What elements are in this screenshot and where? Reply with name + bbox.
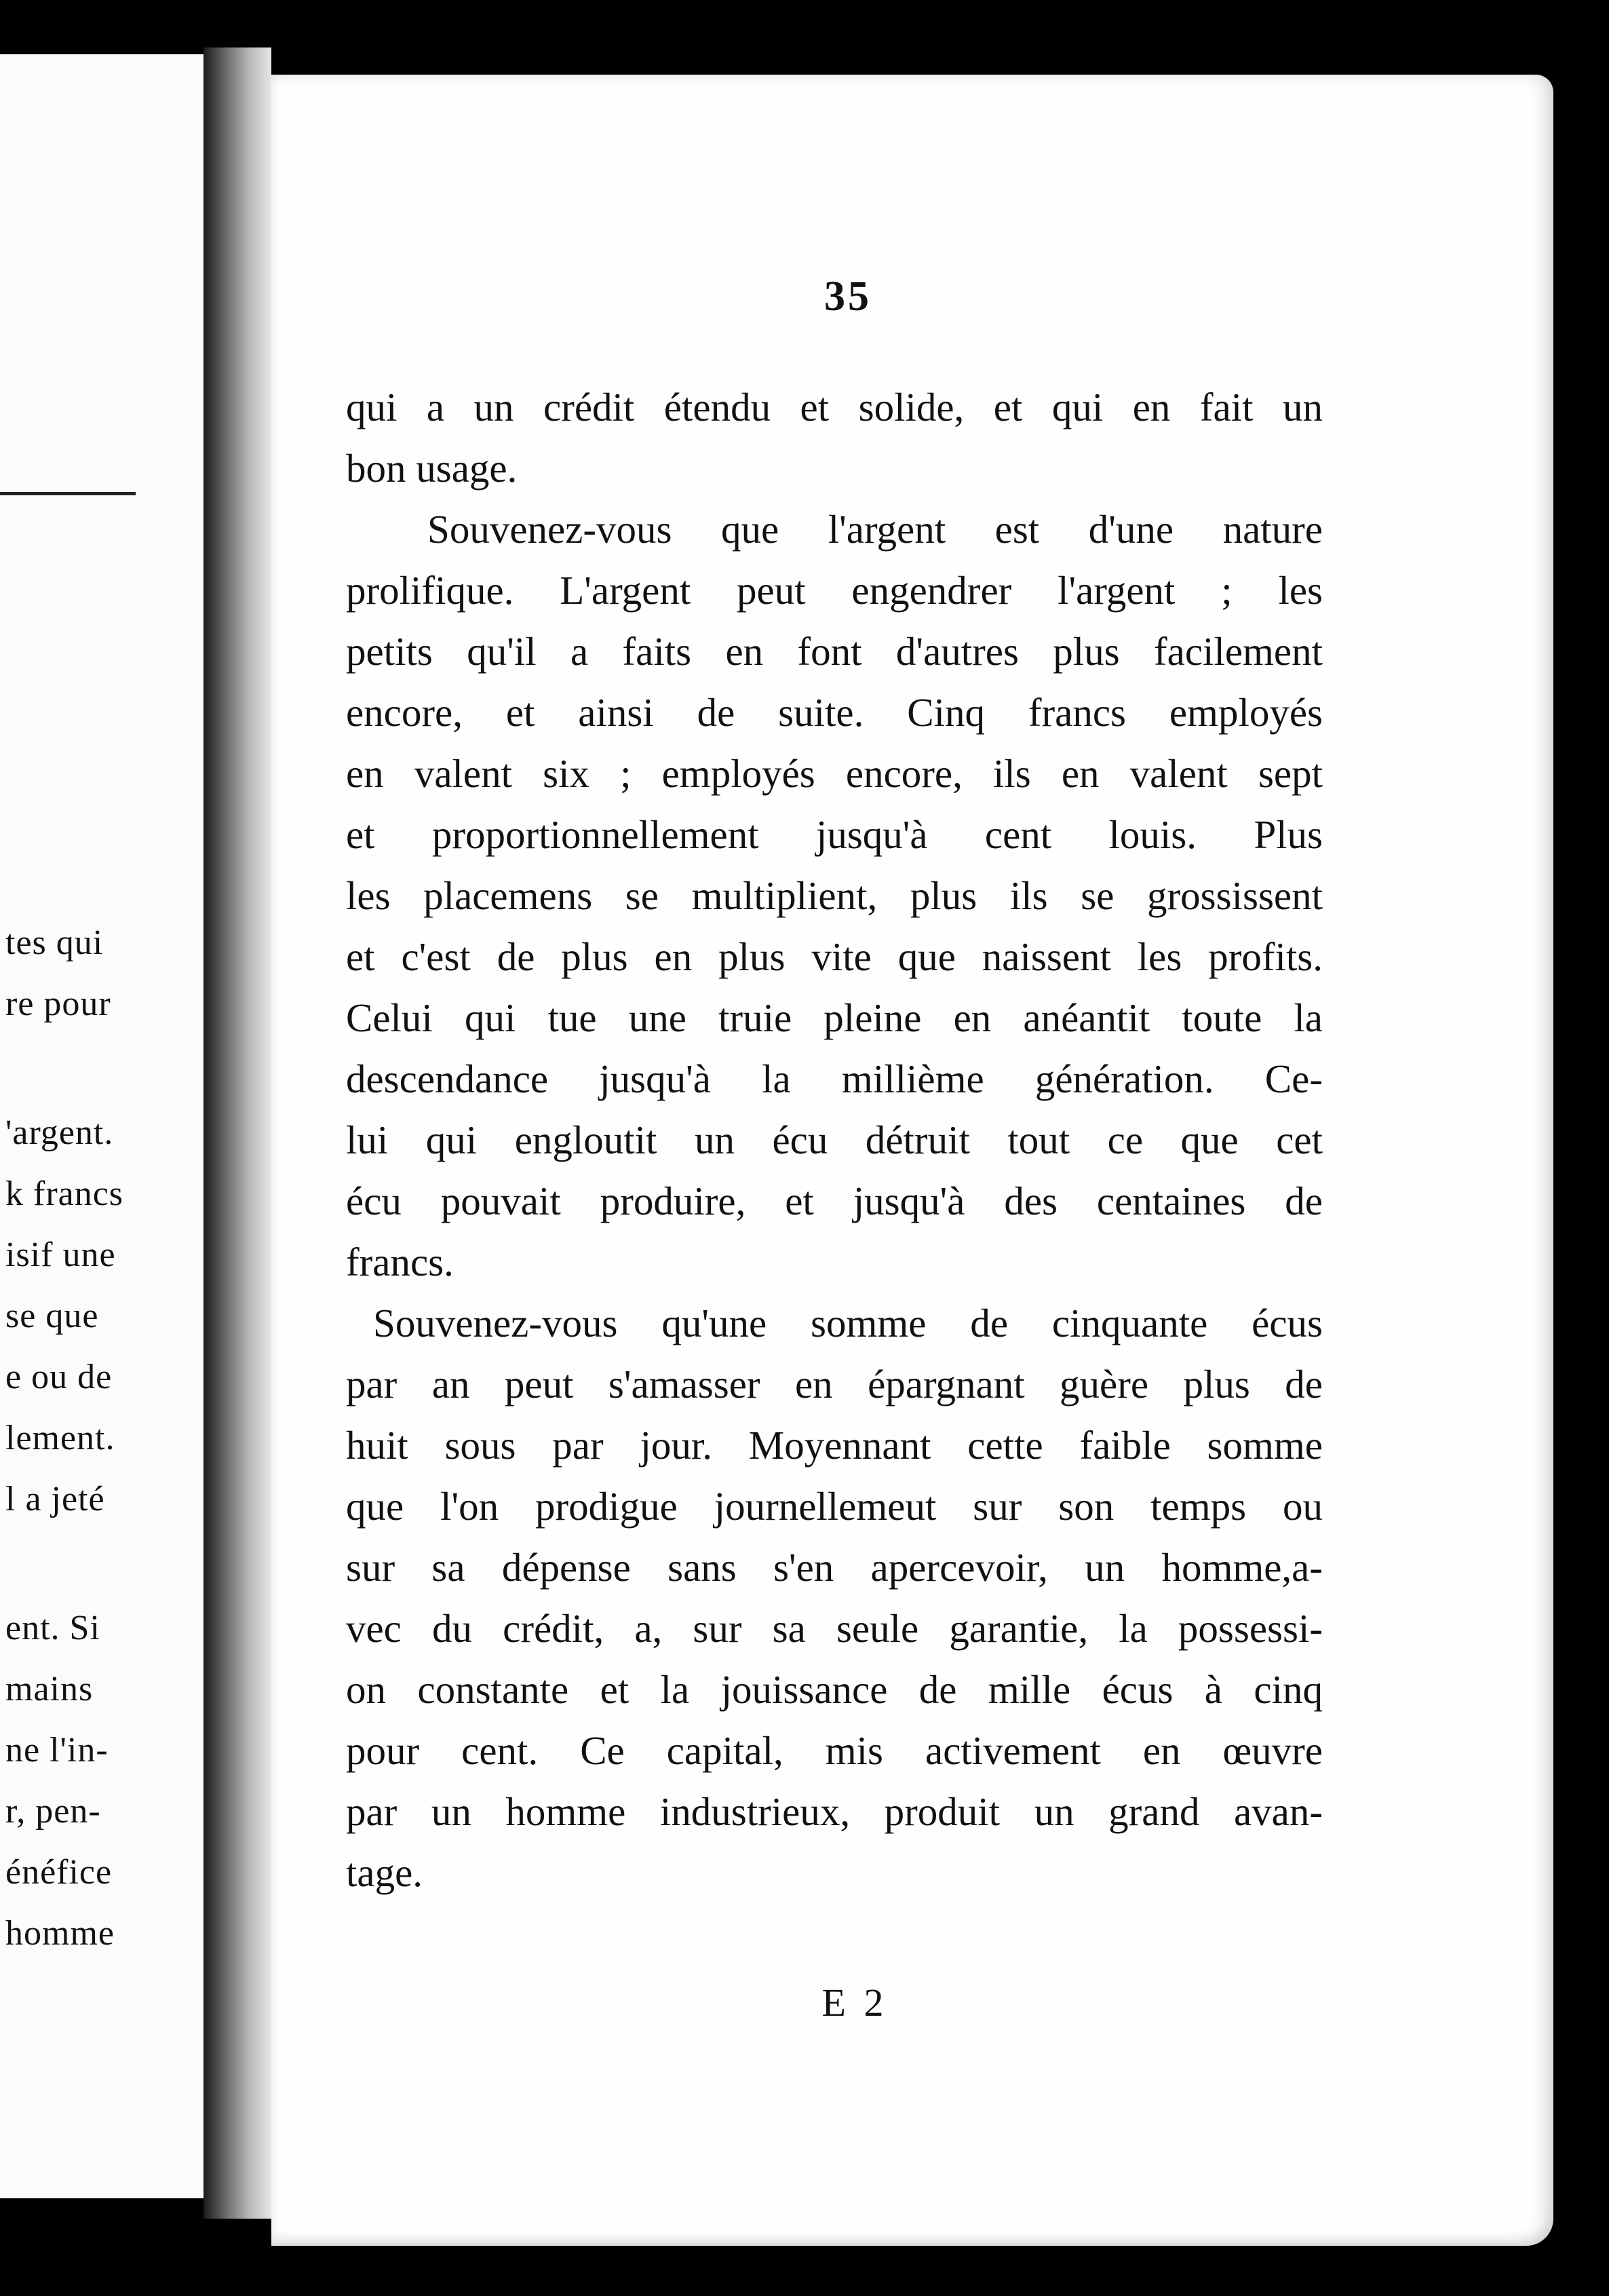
- text-line: huit sous par jour. Moyennant cette faible somme: [346, 1423, 1323, 1468]
- facing-page-line: énéfice: [5, 1853, 113, 1892]
- text-line: qui a un crédit étendu et solide, et qui en fait un: [346, 385, 1323, 429]
- facing-page-line: se que: [5, 1297, 99, 1335]
- facing-page-line: k francs: [5, 1174, 124, 1213]
- text-line: que l'on prodigue journellemeut sur son temps ou: [346, 1484, 1323, 1529]
- facing-page-line: lement.: [5, 1419, 115, 1457]
- text-line: et c'est de plus en plus vite que naissent les profits.: [346, 934, 1323, 979]
- facing-page-line: ent. Si: [5, 1609, 100, 1647]
- facing-page-line: homme: [5, 1914, 115, 1953]
- text-line: bon usage.: [346, 446, 518, 491]
- facing-page-line: isif une: [5, 1236, 116, 1274]
- facing-page-line: r, pen-: [5, 1792, 101, 1831]
- text-line: Souvenez-vous qu'une somme de cinquante écus: [373, 1301, 1323, 1345]
- text-line: tage.: [346, 1850, 423, 1895]
- text-line: descendance jusqu'à la millième génération. Ce-: [346, 1056, 1323, 1101]
- text-line: pour cent. Ce capital, mis activement en œuvre: [346, 1728, 1323, 1773]
- text-line: sur sa dépense sans s'en apercevoir, un homme,a-: [346, 1545, 1323, 1590]
- text-line: vec du crédit, a, sur sa seule garantie, la possessi-: [346, 1606, 1323, 1651]
- text-line: lui qui engloutit un écu détruit tout ce que cet: [346, 1117, 1323, 1162]
- facing-page-rule: [0, 492, 136, 495]
- page-number: 35: [824, 273, 872, 320]
- text-line: on constante et la jouissance de mille écus à cinq: [346, 1667, 1323, 1712]
- facing-page-line: e ou de: [5, 1358, 113, 1396]
- text-line: encore, et ainsi de suite. Cinq francs employés: [346, 690, 1323, 735]
- text-line: prolifique. L'argent peut engendrer l'argent ; les: [346, 568, 1323, 613]
- facing-page-line: re pour: [5, 984, 111, 1023]
- text-line: et proportionnellement jusqu'à cent louis. Plus: [346, 812, 1323, 857]
- text-line: Celui qui tue une truie pleine en anéantit toute la: [346, 995, 1323, 1040]
- facing-page-line: ne l'in-: [5, 1731, 109, 1769]
- facing-page-line: tes qui: [5, 923, 104, 962]
- text-line: par un homme industrieux, produit un grand avan-: [346, 1789, 1323, 1834]
- facing-page: [0, 54, 203, 2198]
- text-line: en valent six ; employés encore, ils en valent sept: [346, 751, 1323, 796]
- facing-page-line: 'argent.: [5, 1113, 114, 1152]
- facing-page-line: mains: [5, 1670, 94, 1708]
- text-line: Souvenez-vous que l'argent est d'une nature: [427, 507, 1323, 552]
- page-body-text: [346, 377, 1323, 1903]
- text-line: francs.: [346, 1240, 454, 1284]
- book-gutter: [203, 47, 271, 2219]
- text-line: petits qu'il a faits en font d'autres plus facilement: [346, 629, 1323, 674]
- facing-page-line: l a jeté: [5, 1480, 105, 1518]
- text-line: par an peut s'amasser en épargnant guère plus de: [346, 1362, 1323, 1407]
- signature-mark: E 2: [821, 1981, 888, 2025]
- text-line: écu pouvait produire, et jusqu'à des centaines de: [346, 1179, 1323, 1223]
- text-line: les placemens se multiplient, plus ils se grossissent: [346, 873, 1323, 918]
